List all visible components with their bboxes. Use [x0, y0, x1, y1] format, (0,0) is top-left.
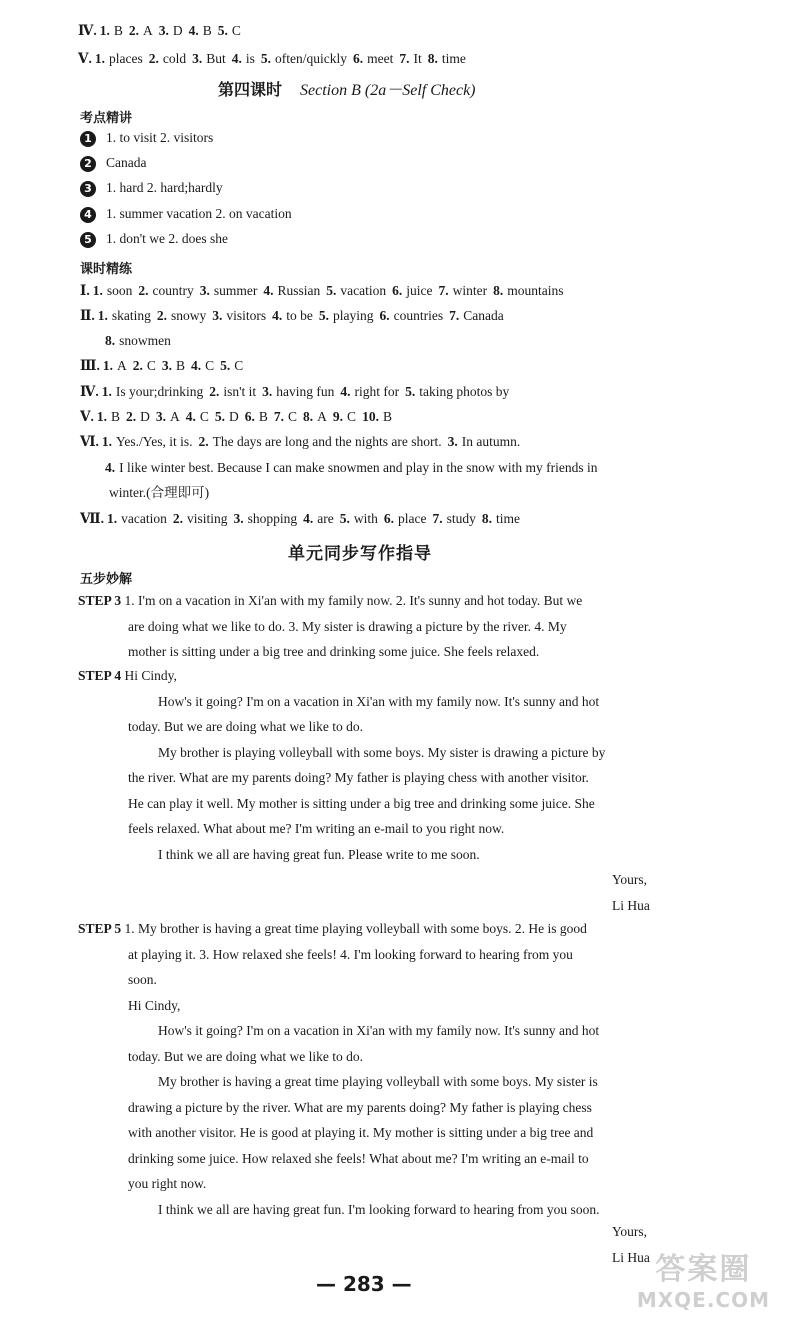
practice-answer-row [102, 333, 171, 349]
step5-line-1: 1. My brother is having a great time playing volleyball with some boys. 2. He is good [124, 921, 587, 936]
lesson-title-en: Section B (2a－Self Check) [300, 82, 476, 99]
step3-block [78, 588, 656, 665]
number-bullet-icon: 3 [80, 181, 96, 197]
step4-closing: Yours, [612, 872, 648, 887]
item-number: 7. [438, 283, 449, 298]
item-number: 4. [340, 384, 351, 399]
practice-answer-row [102, 460, 598, 476]
item-answer: skating [111, 308, 151, 323]
item-answer: to be [286, 308, 313, 323]
answer-row-v-top [78, 51, 466, 67]
step5-closing: Yours, [612, 1224, 648, 1239]
key-point-item [80, 206, 292, 223]
item-number: 2. [156, 308, 168, 323]
item-number: 5. [318, 308, 330, 323]
practice-answer-row [80, 409, 392, 425]
row-label: Ⅵ. [80, 434, 99, 449]
step3-line-1: 1. I'm on a vacation in Xi'an with my family now. 2. It's sunny and hot today. But we [124, 593, 583, 608]
row-label: Ⅱ. [80, 308, 95, 323]
step4-line-4: the river. What are my parents doing? My father is playing chess with another visitor. [128, 770, 589, 785]
page-number: — 283 — [316, 1272, 412, 1296]
step4-line-3: My brother is playing volleyball with some boys. My sister is drawing a picture by [158, 744, 606, 760]
item-answer: shopping [247, 511, 298, 526]
item-answer: B [202, 23, 212, 38]
item-number: 2. [148, 51, 159, 66]
item-number: 2. [128, 23, 139, 38]
row-label: Ⅳ. [80, 384, 99, 399]
item-number: 3. [158, 23, 169, 38]
item-answer: B [175, 358, 185, 373]
item-answer: place [397, 511, 427, 526]
watermark-line-2: MXQE.COM [636, 1288, 770, 1312]
item-number: 4. [231, 51, 242, 66]
item-answer: Canada [463, 308, 504, 323]
item-answer: playing [333, 308, 374, 323]
item-number: 1. [92, 283, 103, 298]
practice-answer-row [80, 358, 243, 374]
item-answer: A [116, 358, 127, 373]
step5-block [78, 916, 656, 1222]
item-answer: C [146, 358, 156, 373]
section-heading-practice: 课时精练 [80, 262, 133, 277]
item-answer: Is your;drinking [115, 384, 204, 399]
item-number: 5. [405, 384, 416, 399]
item-answer: B [113, 23, 123, 38]
row-label: Ⅰ. [80, 283, 90, 298]
step5-line-4: Hi Cindy, [128, 997, 181, 1013]
key-point-item [80, 231, 228, 248]
item-number: 3. [161, 358, 172, 373]
step4-line-7: I think we all are having great fun. Please write to me soon. [158, 846, 480, 862]
item-number: 1. [97, 308, 108, 323]
item-number: 8. [493, 283, 504, 298]
number-bullet-icon: 2 [80, 156, 96, 172]
item-answer: C [205, 358, 215, 373]
item-number: 2. [138, 283, 149, 298]
item-answer: isn't it [223, 384, 257, 399]
item-number: 1. [94, 51, 105, 66]
item-number: 4. [105, 460, 116, 475]
practice-answer-row [80, 308, 504, 324]
item-answer: time [441, 51, 466, 66]
item-number: 4. [185, 409, 196, 424]
item-number: 3. [155, 409, 166, 424]
item-answer: The days are long and the nights are short. [212, 434, 442, 449]
item-answer: taking photos by [419, 384, 510, 399]
item-number: 1. [101, 384, 112, 399]
item-number: 6. [244, 409, 255, 424]
step5-line-9: with another visitor. He is good at playing it. My mother is sitting under a big tree and [128, 1125, 594, 1140]
step5-line-5: How's it going? I'm on a vacation in Xi'an with my family now. It's sunny and hot [158, 1023, 600, 1038]
step5-line-10: drinking some juice. How relaxed she feels! What about me? I'm writing an e-mail to [128, 1150, 589, 1166]
key-point-item [80, 180, 223, 197]
item-answer: B [258, 409, 268, 424]
item-number: 3. [447, 434, 458, 449]
step4-signature: Li Hua [612, 898, 650, 913]
step5-signature: Li Hua [612, 1250, 650, 1265]
item-number: 1. [99, 23, 110, 38]
item-answer: soon [106, 283, 133, 298]
answer-row-iv-top [78, 23, 241, 39]
item-answer: is [245, 51, 255, 66]
step5-line-2: at playing it. 3. How relaxed she feels! 4. I'm looking forward to hearing from you [128, 946, 573, 962]
item-number: 2. [172, 511, 183, 526]
practice-answer-row [80, 384, 509, 400]
item-number: 5. [339, 511, 350, 526]
item-number: 3. [233, 511, 244, 526]
unit-writing-title: 单元同步写作指导 [288, 544, 432, 564]
item-answer: winter.(合理即可) [109, 485, 210, 500]
item-answer: B [382, 409, 392, 424]
item-number: 6. [379, 308, 390, 323]
row-label: Ⅴ. [78, 51, 92, 66]
item-answer: meet [367, 51, 394, 66]
item-answer: Yes./Yes, it is. [116, 434, 193, 449]
item-number: 3. [192, 51, 203, 66]
item-answer: vacation [340, 283, 387, 298]
item-answer: cold [162, 51, 187, 66]
item-answer: C [199, 409, 209, 424]
site-watermark [637, 1244, 770, 1312]
step4-line-6: feels relaxed. What about me? I'm writing an e-mail to you right now. [128, 821, 505, 836]
item-answer: snowy [171, 308, 207, 323]
section-heading-five-steps: 五步妙解 [80, 572, 133, 587]
item-answer: snowmen [119, 333, 171, 348]
item-number: 6. [352, 51, 364, 66]
step4-line-5: He can play it well. My mother is sitting under a big tree and drinking some juice. She [128, 795, 595, 811]
step4-line-2: today. But we are doing what we like to do. [128, 719, 363, 734]
row-label: Ⅶ. [80, 511, 104, 526]
practice-answer-row [80, 283, 563, 299]
item-answer: C [347, 409, 357, 424]
item-answer: having fun [276, 384, 335, 399]
row-label: Ⅴ. [80, 409, 94, 424]
item-answer: study [446, 511, 476, 526]
item-answer: countries [393, 308, 444, 323]
item-answer: vacation [121, 511, 167, 526]
item-answer: are [317, 511, 334, 526]
step5-line-11: you right now. [128, 1176, 207, 1191]
item-number: 3. [262, 384, 273, 399]
item-number: 3. [199, 283, 210, 298]
item-number: 6. [392, 283, 403, 298]
item-number: 5. [214, 409, 226, 424]
number-bullet-icon: 4 [80, 207, 96, 223]
row-label: Ⅲ. [80, 358, 100, 373]
item-number: 2. [209, 384, 220, 399]
step4-greeting: Hi Cindy, [124, 668, 177, 683]
item-answer: C [288, 409, 298, 424]
step5-label: STEP 5 [78, 921, 122, 936]
item-answer: winter [452, 283, 488, 298]
item-answer: with [353, 511, 378, 526]
item-answer: C [234, 358, 244, 373]
item-number: 8. [481, 511, 492, 526]
item-number: 2. [132, 358, 143, 373]
item-number: 4. [188, 23, 199, 38]
item-answer: C [231, 23, 241, 38]
item-answer: Russian [277, 283, 321, 298]
item-number: 9. [332, 409, 344, 424]
item-answer: often/quickly [275, 51, 347, 66]
item-answer: visiting [186, 511, 228, 526]
row-label: Ⅳ. [78, 23, 97, 38]
item-number: 8. [427, 51, 438, 66]
item-number: 8. [303, 409, 314, 424]
item-answer: B [110, 409, 120, 424]
practice-answer-row [80, 434, 520, 450]
step5-line-8: drawing a picture by the river. What are my parents doing? My father is playing chess [128, 1099, 592, 1115]
step5-line-3: soon. [128, 972, 157, 987]
key-point-text: 1. don't we 2. does she [106, 231, 229, 246]
watermark-line-1: 答案圈 [655, 1252, 752, 1287]
item-number: 4. [190, 358, 202, 373]
item-number: 2. [126, 409, 137, 424]
item-answer: A [317, 409, 327, 424]
item-number: 2. [198, 434, 209, 449]
item-answer: places [108, 51, 143, 66]
item-number: 1. [106, 511, 118, 526]
practice-answer-row [80, 511, 520, 527]
step4-label: STEP 4 [78, 668, 122, 683]
item-answer: mountains [507, 283, 564, 298]
item-answer: A [142, 23, 153, 38]
key-point-item [80, 155, 146, 172]
item-number: 1. [101, 434, 113, 449]
lesson-title [218, 77, 476, 100]
item-number: 8. [105, 333, 116, 348]
item-answer: visitors [226, 308, 267, 323]
step3-label: STEP 3 [78, 593, 122, 608]
item-number: 1. [102, 358, 113, 373]
number-bullet-icon: 5 [80, 232, 96, 248]
item-answer: I like winter best. Because I can make snowmen and play in the snow with my friends in [119, 460, 598, 475]
item-number: 5. [326, 283, 337, 298]
item-answer: country [152, 283, 194, 298]
item-answer: In autumn. [461, 434, 521, 449]
item-number: 10. [362, 409, 379, 424]
number-bullet-icon: 1 [80, 131, 96, 147]
item-number: 4. [272, 308, 283, 323]
step4-block [78, 663, 656, 867]
step3-line-3: mother is sitting under a big tree and drinking some juice. She feels relaxed. [128, 644, 540, 659]
item-answer: D [229, 409, 239, 424]
step3-line-2: are doing what we like to do. 3. My sister is drawing a picture by the river. 4. My [128, 618, 567, 634]
item-number: 5. [260, 51, 271, 66]
key-point-item [80, 130, 213, 147]
item-number: 7. [449, 308, 460, 323]
item-number: 3. [212, 308, 223, 323]
key-point-text: 1. hard 2. hard;hardly [106, 180, 223, 195]
item-number: 7. [432, 511, 443, 526]
key-point-text: 1. to visit 2. visitors [106, 130, 214, 145]
practice-answer-row [102, 485, 209, 501]
item-number: 5. [217, 23, 228, 38]
item-answer: right for [354, 384, 400, 399]
item-number: 4. [263, 283, 274, 298]
item-answer: summer [213, 283, 258, 298]
item-number: 6. [383, 511, 394, 526]
item-number: 7. [273, 409, 285, 424]
item-answer: But [206, 51, 226, 66]
step5-line-7: My brother is having a great time playing volleyball with some boys. My sister is [158, 1074, 598, 1089]
key-point-text: Canada [106, 155, 147, 170]
item-number: 4. [303, 511, 314, 526]
lesson-title-cn: 第四课时 [218, 82, 283, 99]
item-answer: D [140, 409, 150, 424]
item-answer: D [172, 23, 183, 38]
item-number: 5. [220, 358, 231, 373]
item-answer: A [170, 409, 180, 424]
item-number: 1. [96, 409, 107, 424]
item-answer: juice [406, 283, 433, 298]
section-heading-key-points: 考点精讲 [80, 111, 133, 126]
key-point-text: 1. summer vacation 2. on vacation [106, 206, 292, 221]
item-number: 7. [399, 51, 410, 66]
step4-line-1: How's it going? I'm on a vacation in Xi'an with my family now. It's sunny and hot [158, 693, 600, 709]
step5-line-12: I think we all are having great fun. I'm looking forward to hearing from you soon. [158, 1201, 600, 1217]
item-answer: time [495, 511, 520, 526]
step5-line-6: today. But we are doing what we like to do. [128, 1048, 363, 1064]
item-answer: It [413, 51, 422, 66]
